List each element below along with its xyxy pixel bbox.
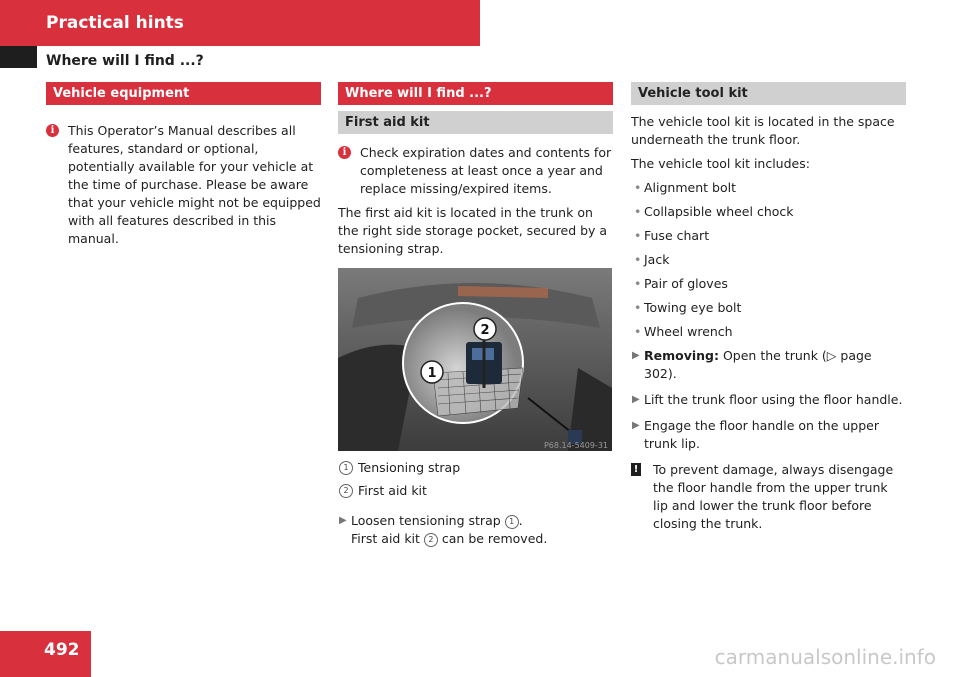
svg-text:2: 2	[480, 323, 490, 338]
list-item: • Jack	[631, 251, 906, 269]
list-item: • Wheel wrench	[631, 323, 906, 341]
info-note	[46, 122, 321, 248]
watermark: carmanualsonline.info	[714, 645, 936, 669]
info-note	[338, 144, 613, 198]
arrow-right-icon: ▶	[632, 394, 640, 405]
list-item: • Alignment bolt	[631, 179, 906, 197]
vehicle-equipment-heading: Vehicle equipment	[46, 82, 321, 105]
legend-item	[338, 482, 613, 500]
instruction-step: ▶ Lift the trunk floor using the floor handle.	[632, 392, 903, 407]
legend-label: First aid kit	[358, 483, 427, 498]
column-first-aid	[338, 82, 613, 556]
legend-item	[338, 459, 613, 477]
callout-number: 2	[339, 484, 353, 498]
vehicle-tool-kit-heading: Vehicle tool kit	[631, 82, 906, 105]
callout-number: 1	[339, 461, 353, 475]
legend-label: Tensioning strap	[358, 460, 461, 475]
list-item: • Pair of gloves	[631, 275, 906, 293]
page-number: 492	[0, 631, 91, 677]
list-item: • Collapsible wheel chock	[631, 203, 906, 221]
arrow-right-icon: ▶	[339, 515, 347, 526]
warning-icon: !	[631, 463, 641, 476]
column-tool-kit	[631, 82, 906, 533]
info-note-text: Check expiration dates and contents for completeness at least once a year and replace missing/expired items.	[360, 145, 612, 196]
warning-note	[631, 461, 906, 533]
section-marker	[0, 46, 37, 68]
where-find-heading: Where will I find ...?	[338, 82, 613, 105]
tool-kit-intro: The vehicle tool kit is located in the space underneath the trunk floor.	[631, 114, 895, 147]
tool-kit-includes: The vehicle tool kit includes:	[631, 156, 810, 171]
section-title: Where will I find ...?	[46, 53, 204, 69]
chapter-title: Practical hints	[0, 0, 480, 46]
info-icon: i	[338, 146, 351, 159]
info-note-text: This Operator’s Manual describes all features, standard or optional, potentially available for your vehicle at the time of purchase. Please be aware that your vehicle might not be equipped with all features described in this manual.	[68, 123, 321, 246]
instruction-step: ▶ Loosen tensioning strap 1 . First aid kit 2 can be removed.	[339, 513, 548, 546]
warning-text: To prevent damage, always disengage the floor handle from the upper trunk lip and lower the trunk floor before closing the trunk.	[653, 462, 894, 531]
tool-kit-list	[631, 179, 906, 341]
trunk-photo	[338, 268, 612, 451]
list-item: • Towing eye bolt	[631, 299, 906, 317]
callout-number: 2	[424, 533, 438, 547]
instruction-step: ▶ Engage the floor handle on the upper trunk lip.	[632, 418, 880, 451]
column-vehicle-equipment	[46, 82, 321, 248]
callout-number: 1	[505, 515, 519, 529]
first-aid-kit-heading: First aid kit	[338, 111, 613, 134]
instruction-step: ▶ Removing: Open the trunk (▷ page 302).	[632, 348, 872, 381]
first-aid-location-text: The first aid kit is located in the trunk on the right side storage pocket, secured by a tensioning strap.	[338, 205, 608, 256]
info-icon: i	[46, 124, 59, 137]
list-item: • Fuse chart	[631, 227, 906, 245]
image-code: P68.14-5409-31	[543, 441, 608, 450]
arrow-right-icon: ▶	[632, 350, 640, 361]
page-reference[interactable]: ▷ page 302).	[644, 348, 872, 381]
arrow-right-icon: ▶	[632, 420, 640, 431]
svg-text:1: 1	[427, 366, 437, 381]
